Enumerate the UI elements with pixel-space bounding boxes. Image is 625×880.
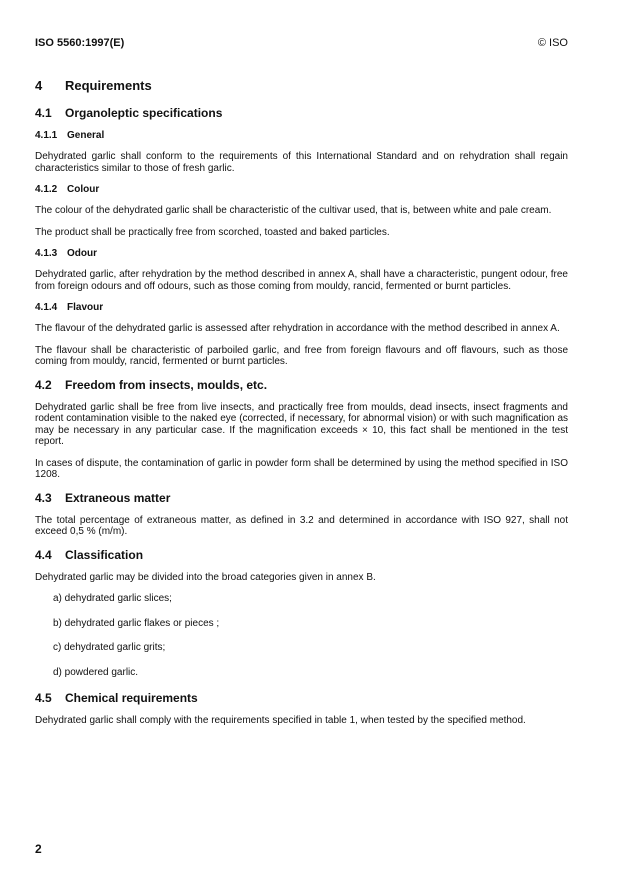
- section-title: Flavour: [67, 302, 104, 313]
- section-title: General: [67, 130, 105, 141]
- paragraph: Dehydrated garlic may be divided into the broad categories given in annex B.: [35, 571, 376, 583]
- paragraph: The flavour shall be characteristic of parboiled garlic, and free from foreign flavours and off flavours, such as those coming from mouldy, rancid, fermented or burnt particles.: [35, 344, 568, 367]
- paragraph: Dehydrated garlic shall conform to the requirements of this International Standard and on rehydration shall regain characteristics similar to those of fresh garlic.: [35, 151, 568, 174]
- section-4-1-4-heading: [35, 302, 568, 313]
- category-list: [53, 593, 568, 678]
- section-4-1-2-heading: [35, 184, 568, 195]
- section-4-1-3-heading: [35, 248, 568, 259]
- page-content: [35, 78, 568, 737]
- section-number: 4.3: [35, 490, 52, 505]
- section-number: 4: [35, 78, 43, 93]
- standard-reference: ISO 5560:1997(E): [35, 37, 125, 49]
- section-number: 4.1.2: [35, 184, 58, 195]
- section-number: 4.1: [35, 106, 52, 120]
- section-number: 4.5: [35, 691, 52, 705]
- paragraph: The product shall be practically free from scorched, toasted and baked particles.: [35, 226, 390, 238]
- section-title: Freedom from insects, moulds, etc.: [65, 377, 268, 392]
- section-4-2-heading: [35, 378, 568, 392]
- section-title: Organoleptic specifications: [65, 106, 223, 120]
- section-title: Extraneous matter: [65, 490, 171, 505]
- paragraph: The total percentage of extraneous matter, as defined in 3.2 and determined in accordance with ISO 927, shall not exceed 0,5 % (m/m).: [35, 514, 568, 537]
- list-item: c) dehydrated garlic grits;: [53, 642, 166, 653]
- section-number: 4.4: [35, 547, 52, 562]
- section-4-1-1-heading: [35, 130, 568, 141]
- paragraph: The colour of the dehydrated garlic shall be characteristic of the cultivar used, that is, between white and pale cream.: [35, 205, 552, 216]
- section-title: Colour: [67, 184, 100, 195]
- section-number: 4.2: [35, 377, 52, 392]
- section-4-5-heading: [35, 691, 568, 705]
- page-number: 2: [35, 842, 42, 856]
- section-title: Requirements: [65, 78, 152, 93]
- paragraph: Dehydrated garlic shall comply with the requirements specified in table 1, when tested by the specified method.: [35, 715, 526, 726]
- section-number: 4.1.3: [35, 248, 58, 259]
- paragraph: Dehydrated garlic shall be free from live insects, and practically free from moulds, dead insects, insect fragments and rodent contamination visible to the naked eye (corrected, if necessary, for abnormal vision) or with such magnification as may be necessary in any particular case. If the magnification exceeds × 10, this fact shall be mentioned in the test report.: [35, 401, 568, 447]
- section-title: Classification: [65, 547, 144, 562]
- list-item: b) dehydrated garlic flakes or pieces ;: [53, 617, 220, 629]
- section-title: Odour: [67, 248, 97, 259]
- paragraph: Dehydrated garlic, after rehydration by the method described in annex A, shall have a characteristic, pungent odour, free from foreign odours and off odours, such as those coming from mouldy, rancid, fermented or burnt particles.: [35, 269, 568, 292]
- paragraph: The flavour of the dehydrated garlic is assessed after rehydration in accordance with the method described in annex A.: [35, 323, 560, 334]
- copyright-mark: © ISO: [537, 37, 568, 49]
- section-number: 4.1.4: [35, 302, 58, 313]
- list-item: a) dehydrated garlic slices;: [53, 593, 172, 604]
- list-item: d) powdered garlic.: [53, 666, 139, 678]
- section-4-3-heading: [35, 491, 568, 505]
- section-title: Chemical requirements: [65, 691, 198, 705]
- paragraph: In cases of dispute, the contamination of garlic in powder form shall be determined by using the method specified in ISO 1208.: [35, 457, 568, 480]
- section-4-4-heading: [35, 548, 568, 562]
- section-4-heading: [35, 78, 568, 93]
- section-number: 4.1.1: [35, 130, 58, 141]
- section-4-1-heading: [35, 106, 568, 120]
